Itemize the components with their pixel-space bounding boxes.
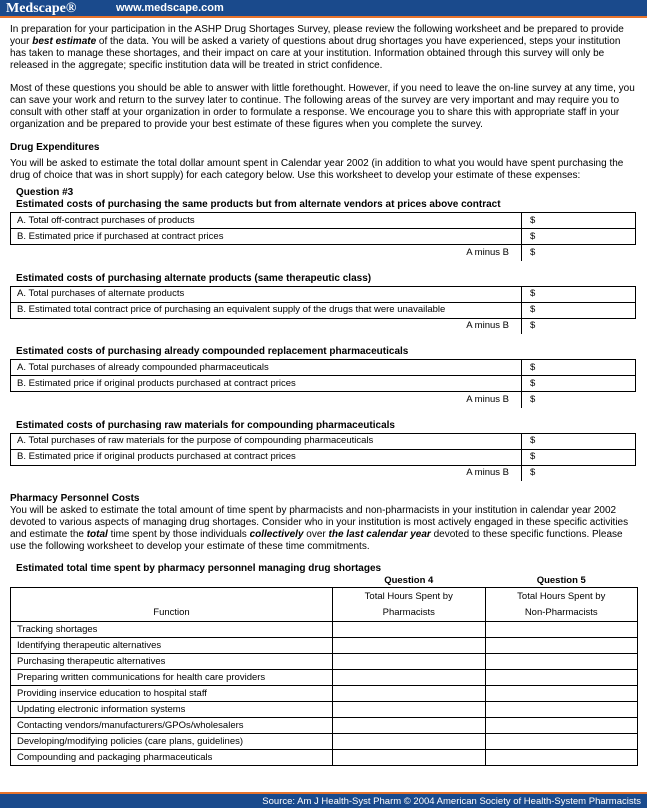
row-difference xyxy=(11,465,636,481)
row-b xyxy=(11,302,636,318)
difference-label: A minus B xyxy=(466,320,509,332)
worksheet-content xyxy=(10,24,638,766)
row-b-amount[interactable]: $ xyxy=(522,376,636,392)
header-bar xyxy=(0,0,647,18)
row-a-amount[interactable]: $ xyxy=(522,213,636,229)
function-label: Identifying therapeutic alternatives xyxy=(11,638,333,654)
row-b-amount[interactable]: $ xyxy=(522,302,636,318)
function-row xyxy=(11,686,638,702)
function-label: Updating electronic information systems xyxy=(11,702,333,718)
row-a xyxy=(11,360,636,376)
row-b xyxy=(11,229,636,245)
non-pharmacist-hours-cell[interactable] xyxy=(485,718,638,734)
function-label: Preparing written communications for health care providers xyxy=(11,670,333,686)
pharmacist-hours-cell[interactable] xyxy=(333,718,486,734)
non-pharmacist-hours-cell[interactable] xyxy=(485,702,638,718)
row-a-label: A. Total purchases of raw materials for the purpose of compounding pharmaceuticals xyxy=(11,433,522,449)
row-b-label: B. Estimated price if purchased at contract prices xyxy=(11,229,522,245)
pharmacists-hours-header: Total Hours Spent by Pharmacists xyxy=(333,588,486,622)
function-label: Tracking shortages xyxy=(11,622,333,638)
site-url[interactable]: www.medscape.com xyxy=(116,2,224,14)
row-b-label: B. Estimated total contract price of purchasing an equivalent supply of the drugs that were unavailable xyxy=(11,302,522,318)
difference-amount[interactable]: $ xyxy=(522,318,636,334)
row-difference xyxy=(11,392,636,408)
row-a xyxy=(11,286,636,302)
difference-amount[interactable]: $ xyxy=(522,245,636,261)
pharmacist-hours-cell[interactable] xyxy=(333,670,486,686)
pharmacist-hours-cell[interactable] xyxy=(333,702,486,718)
row-a xyxy=(11,433,636,449)
row-b xyxy=(11,376,636,392)
function-row xyxy=(11,718,638,734)
intro-paragraph-2: Most of these questions you should be able to answer with little forethought. However, if you need to leave the on-line survey at any time, you can save your work and return to the survey later to continue. The following areas of the survey are very important and may require you to consult with other staff at your organization in order to formulate a response. We encourage you to share this with appropriate staff in your organization and be prepared to provide your best estimate of these figures when you complete the survey. xyxy=(10,83,635,130)
non-pharmacist-hours-cell[interactable] xyxy=(485,750,638,766)
blank-header xyxy=(11,575,333,588)
cost-tables xyxy=(10,199,638,481)
intro-paragraph-1: In preparation for your participation in the ASHP Drug Shortages Survey, please review the following worksheet and be prepared to provide your best estimate of the data. You will be asked a variety of questions about drug shortages you have experienced, steps your institution has taken to manage these shortages, and their impact on care at your institution. Information obtained through this survey will only be released in the aggregate; specific institution data will be treated in strict confidence. xyxy=(10,24,624,71)
function-row xyxy=(11,622,638,638)
row-b-label: B. Estimated price if original products purchased at contract prices xyxy=(11,449,522,465)
row-a-label: A. Total purchases of alternate products xyxy=(11,286,522,302)
pharmacist-hours-cell[interactable] xyxy=(333,638,486,654)
non-pharmacist-hours-cell[interactable] xyxy=(485,686,638,702)
difference-amount[interactable]: $ xyxy=(522,392,636,408)
row-b-label: B. Estimated price if original products purchased at contract prices xyxy=(11,376,522,392)
row-a-amount[interactable]: $ xyxy=(522,360,636,376)
row-a-label: A. Total off-contract purchases of products xyxy=(11,213,522,229)
question-4-label: Question 4 xyxy=(384,575,434,586)
function-row xyxy=(11,750,638,766)
row-difference xyxy=(11,318,636,334)
cost-table xyxy=(10,212,636,261)
row-a-amount[interactable]: $ xyxy=(522,433,636,449)
cost-table-caption: Estimated costs of purchasing the same products but from alternate vendors at prices above contract xyxy=(16,199,501,210)
row-b xyxy=(11,449,636,465)
row-a xyxy=(11,213,636,229)
pharmacist-hours-cell[interactable] xyxy=(333,750,486,766)
personnel-text: You will be asked to estimate the total amount of time spent by pharmacists and non-pharmacists in your institution in calendar year 2002 devoted to various aspects of managing drug shortages. Consider who in your institution is most actively engaged in these specific activities and estimate the total time spent by those individuals collectively over the last calendar year devoted to these specific functions. Please use the following worksheet to develop your estimate of these time commitments. xyxy=(10,505,629,552)
cost-table-caption: Estimated costs of purchasing already compounded replacement pharmaceuticals xyxy=(16,346,409,357)
row-difference xyxy=(11,245,636,261)
drug-expenditures-heading: Drug Expenditures xyxy=(10,142,100,153)
difference-label: A minus B xyxy=(466,393,509,405)
pharmacist-hours-cell[interactable] xyxy=(333,686,486,702)
function-label: Developing/modifying policies (care plans, guidelines) xyxy=(11,734,333,750)
function-row xyxy=(11,670,638,686)
non-pharmacist-hours-cell[interactable] xyxy=(485,654,638,670)
row-a-amount[interactable]: $ xyxy=(522,286,636,302)
question-3-label: Question #3 xyxy=(16,187,74,198)
cost-table-caption: Estimated costs of purchasing alternate products (same therapeutic class) xyxy=(16,272,372,284)
non-pharmacist-hours-cell[interactable] xyxy=(485,670,638,686)
function-label: Purchasing therapeutic alternatives xyxy=(11,654,333,670)
pharmacist-hours-cell[interactable] xyxy=(333,734,486,750)
function-label: Providing inservice education to hospital staff xyxy=(11,686,333,702)
row-a-label: A. Total purchases of already compounded pharmaceuticals xyxy=(11,360,522,376)
drug-expenditures-text: You will be asked to estimate the total dollar amount spent in Calendar year 2002 (in addition to what you would have spent purchasing the drug of choice that was in short supply) for each category below. Use this worksheet to develop your estimate of these expenses: xyxy=(10,158,624,181)
pharmacist-hours-cell[interactable] xyxy=(333,622,486,638)
difference-amount[interactable]: $ xyxy=(522,465,636,481)
non-pharmacists-hours-header: Total Hours Spent by Non-Pharmacists xyxy=(485,588,638,622)
non-pharmacist-hours-cell[interactable] xyxy=(485,622,638,638)
cost-table xyxy=(10,359,636,408)
difference-label: A minus B xyxy=(466,246,509,258)
question-5-label: Question 5 xyxy=(536,575,586,586)
function-header: Function xyxy=(11,588,333,622)
medscape-logo[interactable]: Medscape® xyxy=(6,1,77,16)
row-b-amount[interactable]: $ xyxy=(522,449,636,465)
difference-label: A minus B xyxy=(466,467,509,479)
cost-table-caption: Estimated costs of purchasing raw materials for compounding pharmaceuticals xyxy=(16,419,395,431)
cost-table xyxy=(10,433,636,482)
source-citation: Source: Am J Health-Syst Pharm © 2004 American Society of Health-System Pharmacists xyxy=(262,796,641,807)
non-pharmacist-hours-cell[interactable] xyxy=(485,734,638,750)
personnel-heading: Pharmacy Personnel Costs xyxy=(10,493,140,504)
function-row xyxy=(11,734,638,750)
function-label: Contacting vendors/manufacturers/GPOs/wholesalers xyxy=(11,718,333,734)
row-b-amount[interactable]: $ xyxy=(522,229,636,245)
function-row xyxy=(11,638,638,654)
pharmacist-hours-cell[interactable] xyxy=(333,654,486,670)
footer-bar xyxy=(0,792,647,808)
time-table-caption: Estimated total time spent by pharmacy personnel managing drug shortages xyxy=(16,563,382,574)
function-label: Compounding and packaging pharmaceuticals xyxy=(11,750,333,766)
function-row xyxy=(11,702,638,718)
time-table xyxy=(10,575,638,766)
function-row xyxy=(11,654,638,670)
cost-table xyxy=(10,286,636,335)
non-pharmacist-hours-cell[interactable] xyxy=(485,638,638,654)
